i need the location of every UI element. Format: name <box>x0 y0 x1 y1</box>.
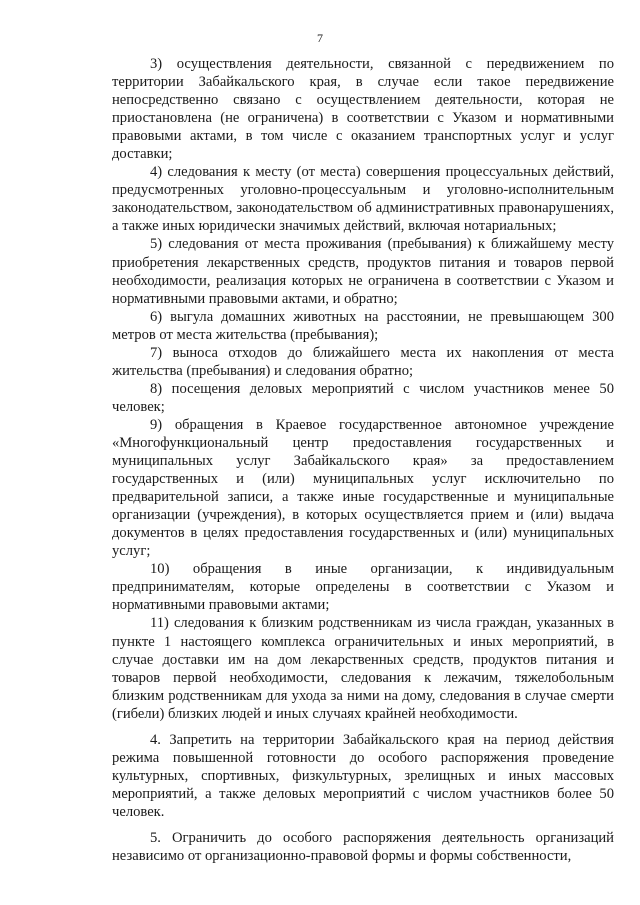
paragraph-section-5: 5. Ограничить до особого распоряжения деятельность организаций независимо от организационно-правовой формы и формы собственности, <box>112 829 614 865</box>
paragraph-section-4: 4. Запретить на территории Забайкальского края на период действия режима повышенной готовности до особого распоряжения проведение культурных, спортивных, физкультурных, зрелищных и иных массовых мероприятий, а также деловых мероприятий с числом участников более 50 человек. <box>112 731 614 820</box>
paragraph-item-3: 3) осуществления деятельности, связанной с передвижением по территории Забайкальского края, в случае если такое передвижение непосредственно связано с осуществлением деятельности, которая не приостановлена (не ограничена) в соответствии с Указом и нормативными правовыми актами, в том числе с оказанием транспортных услуг и услуг доставки; <box>112 56 614 163</box>
paragraph-item-5: 5) следования от места проживания (пребывания) к ближайшему месту приобретения лекарственных средств, продуктов питания и товаров первой необходимости, реализация которых не ограничена в соответствии с Указом и нормативными правовыми актами, и обратно; <box>112 236 614 307</box>
paragraph-item-4: 4) следования к месту (от места) совершения процессуальных действий, предусмотренных уголовно-процессуальным и уголовно-исполнительным законодательством, законодательством об административных правонарушениях, а также иных юридически значимых действий, включая нотариальных; <box>112 164 614 235</box>
page-number: 7 <box>317 31 323 45</box>
paragraph-item-11: 11) следования к близким родственникам из числа граждан, указанных в пункте 1 настоящего комплекса ограничительных и иных мероприятий, в случае доставки им на дом лекарственных средств, продуктов питания и товаров первой необходимости, следования к лежачим, тяжелобольным близким родственникам для ухода за ними на дому, следования в случае смерти (гибели) близких людей и иных случаях крайней необходимости. <box>112 615 614 722</box>
paragraph-item-10: 10) обращения в иные организации, к индивидуальным предпринимателям, которые определены в соответствии с Указом и нормативными правовыми актами; <box>112 561 614 614</box>
paragraph-item-7: 7) выноса отходов до ближайшего места их накопления от места жительства (пребывания) и следования обратно; <box>112 344 614 379</box>
paragraph-item-6: 6) выгула домашних животных на расстоянии, не превышающем 300 метров от места жительства (пребывания); <box>112 308 614 343</box>
paragraph-item-9: 9) обращения в Краевое государственное автономное учреждение «Многофункциональный центр предоставления государственных и муниципальных услуг Забайкальского края» за предоставлением государственных и (или) муниципальных услуг исключительно по предварительной записи, а также иные государственные и муниципальные организации (учреждения), в которых осуществляется прием и (или) выдача документов в целях предоставления государственных и (или) муниципальных услуг; <box>112 416 614 560</box>
paragraph-item-8: 8) посещения деловых мероприятий с числом участников менее 50 человек; <box>112 380 614 415</box>
document-body <box>112 55 614 865</box>
